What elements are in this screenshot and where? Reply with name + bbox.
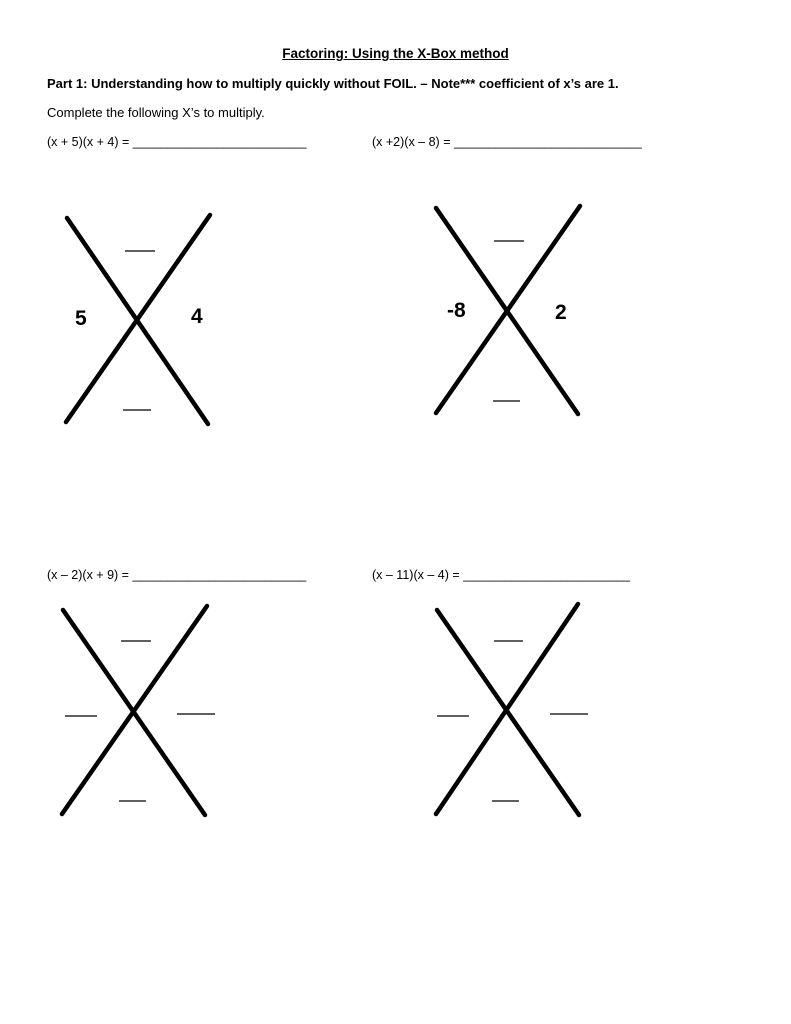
problem-2-expression: (x +2)(x – 8) = ___________________________ <box>372 135 642 149</box>
instructions: Complete the following X’s to multiply. <box>47 105 265 120</box>
worksheet-title: Factoring: Using the X-Box method <box>282 46 509 61</box>
problem-4-expression: (x – 11)(x – 4) = ________________________ <box>372 568 630 582</box>
part1-heading: Part 1: Understanding how to multiply quickly without FOIL. – Note*** coefficient of x’s are 1. <box>47 76 619 91</box>
problem-1-expression: (x + 5)(x + 4) = _________________________ <box>47 135 307 149</box>
x2-right-number: 2 <box>555 301 567 324</box>
x1-right-number: 4 <box>191 305 203 328</box>
problem-3-expression: (x – 2)(x + 9) = _________________________ <box>47 568 307 582</box>
x2-left-number: -8 <box>447 299 466 322</box>
x1-left-number: 5 <box>75 307 87 330</box>
